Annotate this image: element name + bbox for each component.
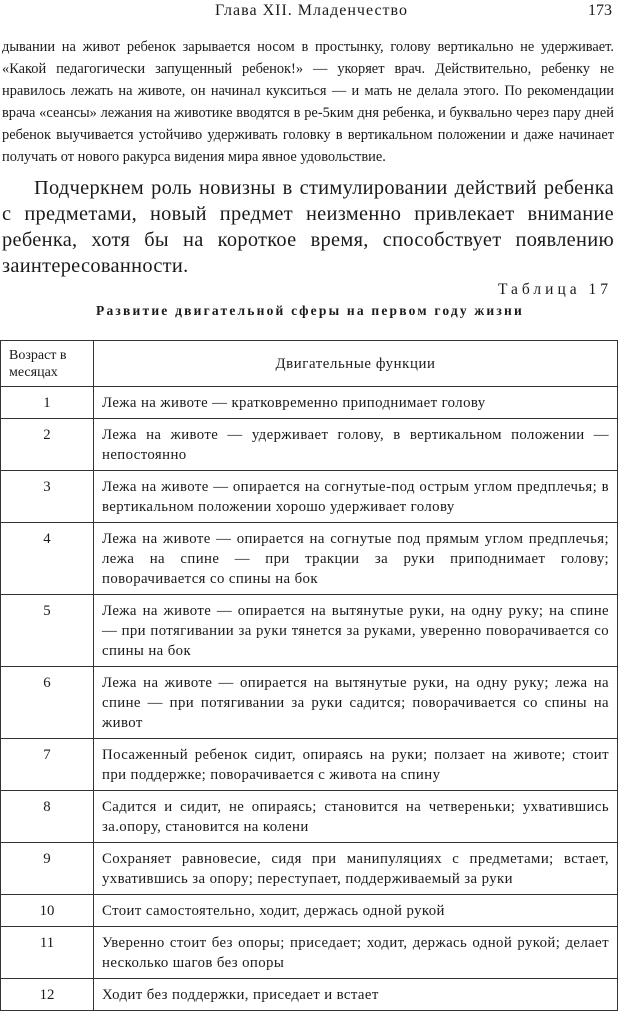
table-body bbox=[1, 387, 618, 1011]
function-cell: Стоит самостоятельно, ходит, держась одной рукой bbox=[94, 895, 618, 927]
function-cell: Лежа на животе — опирается на согнутые под прямым углом предплечья; лежа на спине — при тракции за руки приподнимает голову; поворачивается со спины на бок bbox=[94, 523, 618, 595]
age-cell: 4 bbox=[1, 523, 94, 595]
age-cell: 12 bbox=[1, 979, 94, 1011]
function-cell: Лежа на животе — опирается на согнутые-под острым углом предплечья; в вертикальном положении хорошо удерживает голову bbox=[94, 471, 618, 523]
table-row bbox=[1, 739, 618, 791]
column-header-functions: Двигательные функции bbox=[94, 341, 618, 387]
age-cell: 10 bbox=[1, 895, 94, 927]
age-cell: 11 bbox=[1, 927, 94, 979]
table-title: Развитие двигательной сферы на первом году жизни bbox=[96, 303, 524, 318]
function-cell: Уверенно стоит без опоры; приседает; ходит, держась одной рукой; делает несколько шагов без опоры bbox=[94, 927, 618, 979]
table-row bbox=[1, 419, 618, 471]
function-cell: Ходит без поддержки, приседает и встает bbox=[94, 979, 618, 1011]
function-cell: Посаженный ребенок сидит, опираясь на руки; ползает на животе; стоит при поддержке; поворачивается с живота на спину bbox=[94, 739, 618, 791]
function-cell: Сохраняет равновесие, сидя при манипуляциях с предметами; встает, ухватившись за опору; переступает, поддерживаемый за руки bbox=[94, 843, 618, 895]
column-header-age: Возраст в месяцах bbox=[1, 341, 94, 387]
paragraph-large: Подчеркнем роль новизны в стимулировании действий ребенка с предметами, новый предмет неизменно привлекает внимание ребенка, хотя бы на короткое время, способствует появлению заинтересованности. bbox=[2, 177, 614, 277]
function-cell: Лежа на животе — удерживает голову, в вертикальном положении — непостоянно bbox=[94, 419, 618, 471]
age-cell: 6 bbox=[1, 667, 94, 739]
table-row bbox=[1, 595, 618, 667]
table-row bbox=[1, 843, 618, 895]
table-row bbox=[1, 791, 618, 843]
function-cell: Лежа на животе — опирается на вытянутые руки, на одну руку; на спине — при потягивании за руки тянется за руками, уверенно поворачивается со спины на бок bbox=[94, 595, 618, 667]
running-head bbox=[0, 2, 620, 26]
table-row bbox=[1, 979, 618, 1011]
age-cell: 1 bbox=[1, 387, 94, 419]
function-cell: Лежа на животе — опирается на вытянутые руки, на одну руку; лежа на спине — при потягивании за руки садится; поворачивается со спины на живот bbox=[94, 667, 618, 739]
table-row bbox=[1, 471, 618, 523]
table-header-row bbox=[1, 341, 618, 387]
chapter-title: Глава XII. Младенчество bbox=[215, 2, 408, 19]
table-label: Таблица 17 bbox=[497, 281, 612, 298]
paragraph-small: дывании на живот ребенок зарывается носом в простынку, голову вертикально не удерживает. «Какой педагогически запущенный ребенок!» — укоряет врач. Действительно, ребенку не нравилось лежать на животе, он начинал кукситься — и мать не делала этого. По рекомендации врача «сеансы» лежания на животике вводятся в ре-5ким дня ребенка, и буквально через пару дней ребенок выучивается устойчиво удерживать головку в вертикальном положении и даже начинает получать от нового ракурса видения мира явное удовольствие. bbox=[2, 39, 614, 165]
age-cell: 5 bbox=[1, 595, 94, 667]
age-cell: 9 bbox=[1, 843, 94, 895]
age-cell: 7 bbox=[1, 739, 94, 791]
age-cell: 8 bbox=[1, 791, 94, 843]
table-row bbox=[1, 387, 618, 419]
function-cell: Садится и сидит, не опираясь; становится на четвереньки; ухватившись за.опору, становится на колени bbox=[94, 791, 618, 843]
table-row bbox=[1, 667, 618, 739]
age-cell: 3 bbox=[1, 471, 94, 523]
table-row bbox=[1, 523, 618, 595]
age-cell: 2 bbox=[1, 419, 94, 471]
page-number: 173 bbox=[588, 2, 612, 19]
table-row bbox=[1, 927, 618, 979]
motor-development-table bbox=[0, 340, 618, 1011]
function-cell: Лежа на животе — кратковременно приподнимает голову bbox=[94, 387, 618, 419]
table-row bbox=[1, 895, 618, 927]
